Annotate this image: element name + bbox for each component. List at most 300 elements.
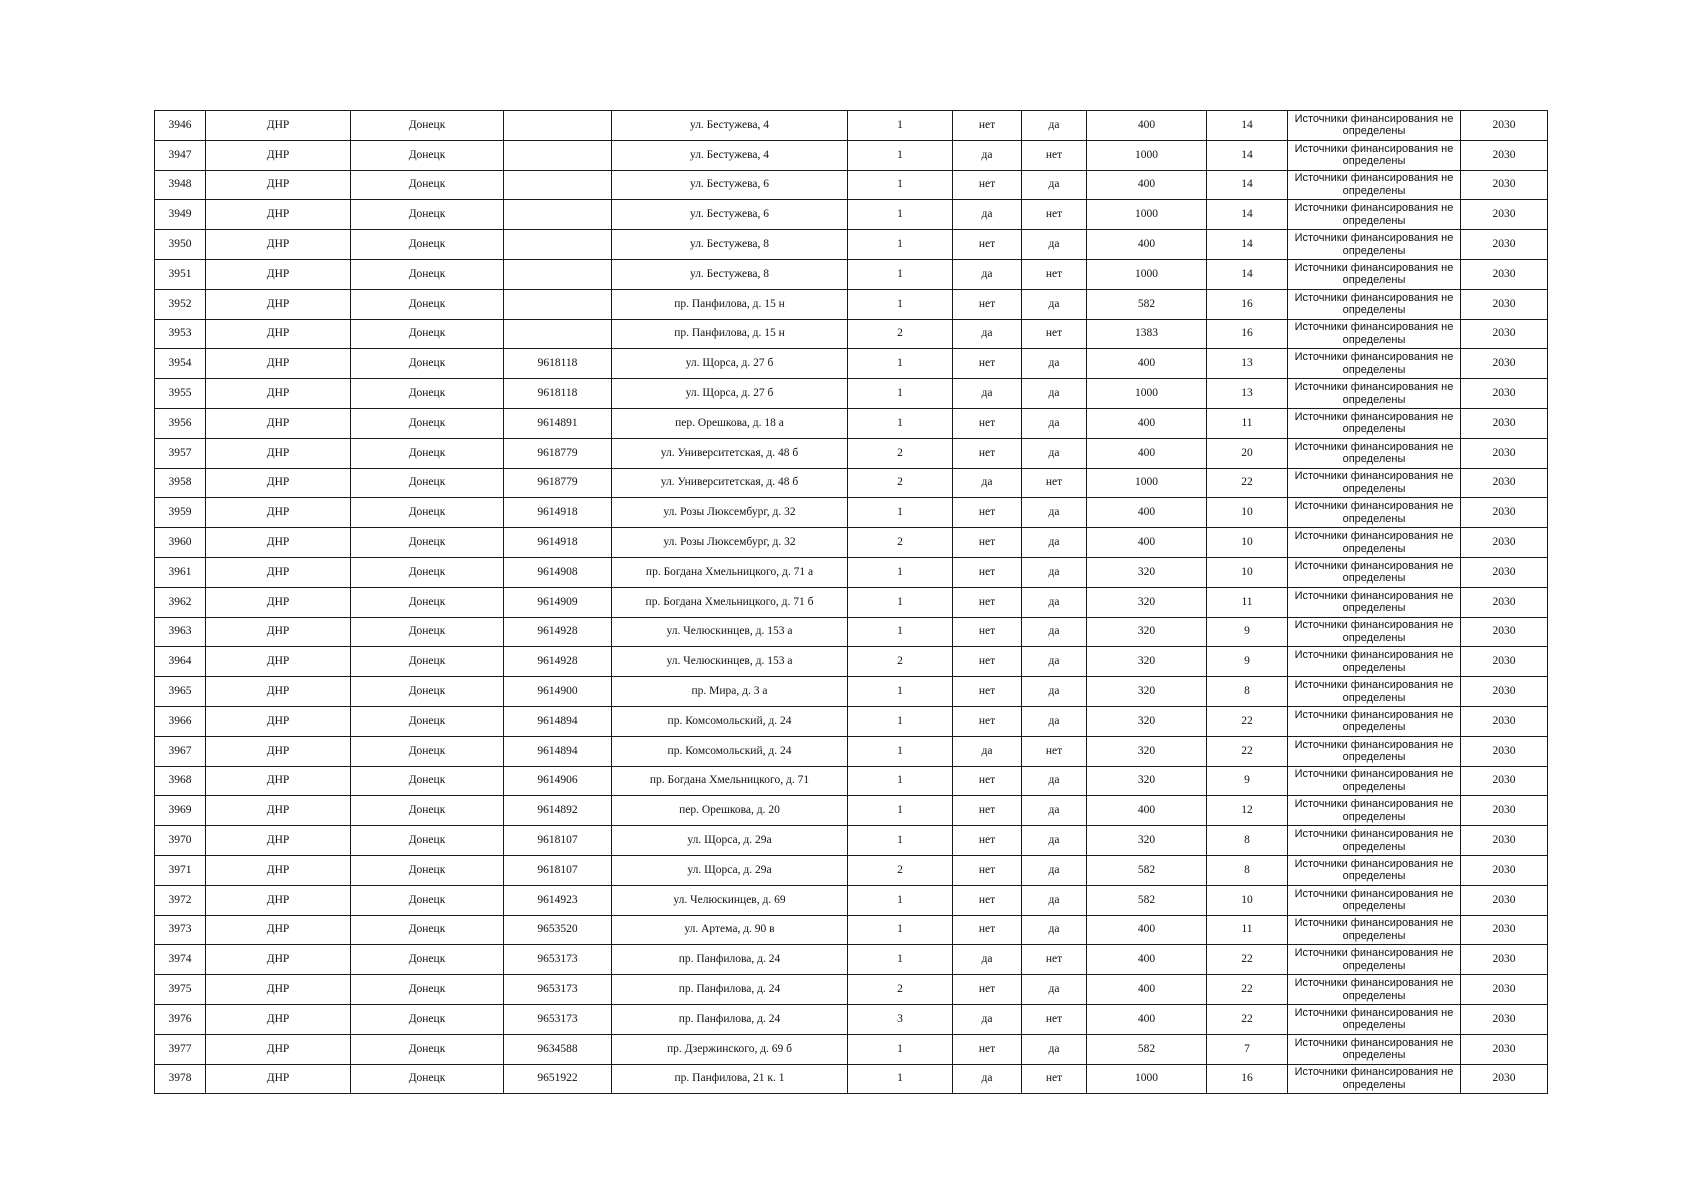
table-row: [155, 1064, 1548, 1094]
year-cell: 2030: [1461, 200, 1548, 230]
region-cell: ДНР: [206, 498, 351, 528]
city-cell: Донецк: [351, 855, 504, 885]
code-cell: 9614892: [504, 796, 612, 826]
year-cell: 2030: [1461, 170, 1548, 200]
flag-b-cell: да: [1022, 528, 1087, 558]
count-cell: 1: [848, 170, 953, 200]
city-cell: Донецк: [351, 826, 504, 856]
address-cell: пр. Мира, д. 3 а: [612, 677, 848, 707]
code-cell: 9618779: [504, 438, 612, 468]
region-cell: ДНР: [206, 200, 351, 230]
table-body: [155, 111, 1548, 1094]
flag-a-cell: да: [953, 379, 1022, 409]
year-cell: 2030: [1461, 855, 1548, 885]
address-cell: ул. Щорса, д. 27 б: [612, 379, 848, 409]
count-cell: 2: [848, 647, 953, 677]
value-cell: 22: [1207, 736, 1288, 766]
funding-source-cell: Источники финансирования не определены: [1288, 617, 1461, 647]
city-cell: Донецк: [351, 766, 504, 796]
flag-b-cell: да: [1022, 170, 1087, 200]
city-cell: Донецк: [351, 587, 504, 617]
flag-b-cell: да: [1022, 349, 1087, 379]
year-cell: 2030: [1461, 826, 1548, 856]
region-cell: ДНР: [206, 140, 351, 170]
amount-cell: 320: [1087, 826, 1207, 856]
flag-a-cell: нет: [953, 557, 1022, 587]
value-cell: 14: [1207, 259, 1288, 289]
row-number: 3976: [155, 1004, 206, 1034]
flag-b-cell: нет: [1022, 259, 1087, 289]
count-cell: 1: [848, 1064, 953, 1094]
table-row: [155, 408, 1548, 438]
code-cell: 9614928: [504, 647, 612, 677]
region-cell: ДНР: [206, 706, 351, 736]
row-number: 3948: [155, 170, 206, 200]
address-cell: пр. Богдана Хмельницкого, д. 71: [612, 766, 848, 796]
value-cell: 8: [1207, 677, 1288, 707]
amount-cell: 1000: [1087, 468, 1207, 498]
address-cell: ул. Щорса, д. 29а: [612, 826, 848, 856]
flag-b-cell: нет: [1022, 945, 1087, 975]
flag-b-cell: да: [1022, 915, 1087, 945]
count-cell: 2: [848, 438, 953, 468]
flag-b-cell: да: [1022, 885, 1087, 915]
value-cell: 12: [1207, 796, 1288, 826]
address-cell: ул. Розы Люксембург, д. 32: [612, 498, 848, 528]
address-cell: ул. Бестужева, 8: [612, 259, 848, 289]
code-cell: [504, 289, 612, 319]
flag-a-cell: нет: [953, 170, 1022, 200]
row-number: 3957: [155, 438, 206, 468]
code-cell: [504, 200, 612, 230]
address-cell: ул. Университетская, д. 48 б: [612, 438, 848, 468]
flag-a-cell: да: [953, 200, 1022, 230]
address-cell: пр. Комсомольский, д. 24: [612, 706, 848, 736]
code-cell: 9614909: [504, 587, 612, 617]
value-cell: 11: [1207, 587, 1288, 617]
count-cell: 1: [848, 349, 953, 379]
flag-a-cell: нет: [953, 617, 1022, 647]
count-cell: 1: [848, 736, 953, 766]
value-cell: 9: [1207, 617, 1288, 647]
city-cell: Донецк: [351, 230, 504, 260]
address-cell: пр. Комсомольский, д. 24: [612, 736, 848, 766]
year-cell: 2030: [1461, 319, 1548, 349]
address-cell: ул. Артема, д. 90 в: [612, 915, 848, 945]
value-cell: 11: [1207, 408, 1288, 438]
flag-a-cell: нет: [953, 975, 1022, 1005]
code-cell: 9614928: [504, 617, 612, 647]
row-number: 3947: [155, 140, 206, 170]
city-cell: Донецк: [351, 1004, 504, 1034]
table-row: [155, 945, 1548, 975]
flag-a-cell: нет: [953, 826, 1022, 856]
row-number: 3952: [155, 289, 206, 319]
code-cell: 9614894: [504, 706, 612, 736]
amount-cell: 582: [1087, 289, 1207, 319]
address-cell: ул. Бестужева, 6: [612, 200, 848, 230]
table-row: [155, 915, 1548, 945]
funding-source-cell: Источники финансирования не определены: [1288, 557, 1461, 587]
region-cell: ДНР: [206, 438, 351, 468]
region-cell: ДНР: [206, 528, 351, 558]
city-cell: Донецк: [351, 111, 504, 141]
year-cell: 2030: [1461, 468, 1548, 498]
funding-source-cell: Источники финансирования не определены: [1288, 498, 1461, 528]
count-cell: 1: [848, 885, 953, 915]
funding-source-cell: Источники финансирования не определены: [1288, 528, 1461, 558]
flag-a-cell: нет: [953, 349, 1022, 379]
address-cell: пр. Богдана Хмельницкого, д. 71 б: [612, 587, 848, 617]
code-cell: 9618118: [504, 379, 612, 409]
funding-source-cell: Источники финансирования не определены: [1288, 379, 1461, 409]
flag-a-cell: нет: [953, 498, 1022, 528]
year-cell: 2030: [1461, 796, 1548, 826]
table-row: [155, 379, 1548, 409]
code-cell: 9614906: [504, 766, 612, 796]
funding-source-cell: Источники финансирования не определены: [1288, 975, 1461, 1005]
count-cell: 1: [848, 259, 953, 289]
amount-cell: 400: [1087, 408, 1207, 438]
funding-source-cell: Источники финансирования не определены: [1288, 766, 1461, 796]
row-number: 3954: [155, 349, 206, 379]
amount-cell: 400: [1087, 1004, 1207, 1034]
funding-source-cell: Источники финансирования не определены: [1288, 111, 1461, 141]
city-cell: Донецк: [351, 170, 504, 200]
value-cell: 22: [1207, 706, 1288, 736]
row-number: 3968: [155, 766, 206, 796]
region-cell: ДНР: [206, 617, 351, 647]
flag-b-cell: нет: [1022, 736, 1087, 766]
city-cell: Донецк: [351, 140, 504, 170]
address-cell: ул. Челюскинцев, д. 69: [612, 885, 848, 915]
amount-cell: 400: [1087, 498, 1207, 528]
flag-a-cell: да: [953, 468, 1022, 498]
amount-cell: 400: [1087, 170, 1207, 200]
table-row: [155, 498, 1548, 528]
table-row: [155, 468, 1548, 498]
address-cell: пр. Панфилова, д. 15 н: [612, 319, 848, 349]
count-cell: 1: [848, 408, 953, 438]
year-cell: 2030: [1461, 140, 1548, 170]
row-number: 3966: [155, 706, 206, 736]
funding-source-cell: Источники финансирования не определены: [1288, 587, 1461, 617]
table-row: [155, 528, 1548, 558]
city-cell: Донецк: [351, 915, 504, 945]
amount-cell: 320: [1087, 677, 1207, 707]
year-cell: 2030: [1461, 617, 1548, 647]
flag-b-cell: да: [1022, 677, 1087, 707]
address-cell: ул. Университетская, д. 48 б: [612, 468, 848, 498]
city-cell: Донецк: [351, 1034, 504, 1064]
funding-source-cell: Источники финансирования не определены: [1288, 259, 1461, 289]
address-cell: ул. Розы Люксембург, д. 32: [612, 528, 848, 558]
address-cell: пр. Панфилова, д. 24: [612, 975, 848, 1005]
year-cell: 2030: [1461, 945, 1548, 975]
table-row: [155, 587, 1548, 617]
value-cell: 14: [1207, 200, 1288, 230]
flag-a-cell: нет: [953, 766, 1022, 796]
flag-a-cell: да: [953, 1064, 1022, 1094]
funding-source-cell: Источники финансирования не определены: [1288, 140, 1461, 170]
city-cell: Донецк: [351, 379, 504, 409]
city-cell: Донецк: [351, 796, 504, 826]
city-cell: Донецк: [351, 528, 504, 558]
value-cell: 8: [1207, 855, 1288, 885]
flag-b-cell: нет: [1022, 200, 1087, 230]
table-row: [155, 885, 1548, 915]
year-cell: 2030: [1461, 408, 1548, 438]
funding-source-cell: Источники финансирования не определены: [1288, 230, 1461, 260]
flag-b-cell: да: [1022, 379, 1087, 409]
city-cell: Донецк: [351, 498, 504, 528]
funding-source-cell: Источники финансирования не определены: [1288, 438, 1461, 468]
value-cell: 16: [1207, 289, 1288, 319]
year-cell: 2030: [1461, 975, 1548, 1005]
flag-b-cell: да: [1022, 855, 1087, 885]
count-cell: 1: [848, 140, 953, 170]
flag-b-cell: да: [1022, 587, 1087, 617]
table-row: [155, 349, 1548, 379]
region-cell: ДНР: [206, 945, 351, 975]
address-cell: пр. Богдана Хмельницкого, д. 71 а: [612, 557, 848, 587]
address-cell: ул. Бестужева, 6: [612, 170, 848, 200]
count-cell: 1: [848, 706, 953, 736]
funding-source-cell: Источники финансирования не определены: [1288, 915, 1461, 945]
code-cell: [504, 259, 612, 289]
count-cell: 1: [848, 557, 953, 587]
flag-b-cell: да: [1022, 706, 1087, 736]
region-cell: ДНР: [206, 1004, 351, 1034]
region-cell: ДНР: [206, 1064, 351, 1094]
address-cell: ул. Бестужева, 4: [612, 140, 848, 170]
year-cell: 2030: [1461, 736, 1548, 766]
code-cell: 9614918: [504, 498, 612, 528]
count-cell: 1: [848, 915, 953, 945]
row-number: 3949: [155, 200, 206, 230]
year-cell: 2030: [1461, 677, 1548, 707]
address-cell: пр. Панфилова, д. 24: [612, 1004, 848, 1034]
amount-cell: 400: [1087, 945, 1207, 975]
code-cell: 9653520: [504, 915, 612, 945]
code-cell: 9634588: [504, 1034, 612, 1064]
region-cell: ДНР: [206, 975, 351, 1005]
flag-b-cell: да: [1022, 230, 1087, 260]
value-cell: 14: [1207, 230, 1288, 260]
value-cell: 13: [1207, 379, 1288, 409]
flag-b-cell: да: [1022, 557, 1087, 587]
city-cell: Донецк: [351, 289, 504, 319]
value-cell: 16: [1207, 1064, 1288, 1094]
year-cell: 2030: [1461, 915, 1548, 945]
region-cell: ДНР: [206, 885, 351, 915]
table-row: [155, 438, 1548, 468]
flag-a-cell: нет: [953, 438, 1022, 468]
amount-cell: 1000: [1087, 379, 1207, 409]
value-cell: 20: [1207, 438, 1288, 468]
table-row: [155, 647, 1548, 677]
region-cell: ДНР: [206, 289, 351, 319]
amount-cell: 400: [1087, 915, 1207, 945]
amount-cell: 320: [1087, 706, 1207, 736]
flag-a-cell: да: [953, 140, 1022, 170]
row-number: 3977: [155, 1034, 206, 1064]
amount-cell: 1000: [1087, 200, 1207, 230]
flag-a-cell: нет: [953, 706, 1022, 736]
table-row: [155, 796, 1548, 826]
row-number: 3955: [155, 379, 206, 409]
region-cell: ДНР: [206, 766, 351, 796]
value-cell: 8: [1207, 826, 1288, 856]
code-cell: 9653173: [504, 945, 612, 975]
amount-cell: 320: [1087, 647, 1207, 677]
value-cell: 7: [1207, 1034, 1288, 1064]
amount-cell: 400: [1087, 438, 1207, 468]
row-number: 3974: [155, 945, 206, 975]
value-cell: 10: [1207, 498, 1288, 528]
flag-b-cell: нет: [1022, 1004, 1087, 1034]
code-cell: [504, 111, 612, 141]
region-cell: ДНР: [206, 855, 351, 885]
count-cell: 2: [848, 468, 953, 498]
count-cell: 1: [848, 379, 953, 409]
year-cell: 2030: [1461, 349, 1548, 379]
row-number: 3975: [155, 975, 206, 1005]
address-cell: пр. Панфилова, 21 к. 1: [612, 1064, 848, 1094]
flag-b-cell: да: [1022, 408, 1087, 438]
amount-cell: 320: [1087, 766, 1207, 796]
amount-cell: 582: [1087, 885, 1207, 915]
count-cell: 1: [848, 796, 953, 826]
region-cell: ДНР: [206, 111, 351, 141]
flag-b-cell: да: [1022, 111, 1087, 141]
city-cell: Донецк: [351, 200, 504, 230]
row-number: 3959: [155, 498, 206, 528]
row-number: 3961: [155, 557, 206, 587]
flag-a-cell: нет: [953, 1034, 1022, 1064]
region-cell: ДНР: [206, 468, 351, 498]
row-number: 3970: [155, 826, 206, 856]
flag-a-cell: да: [953, 259, 1022, 289]
count-cell: 3: [848, 1004, 953, 1034]
code-cell: 9618107: [504, 855, 612, 885]
year-cell: 2030: [1461, 766, 1548, 796]
amount-cell: 582: [1087, 1034, 1207, 1064]
table-row: [155, 170, 1548, 200]
amount-cell: 400: [1087, 230, 1207, 260]
code-cell: 9614923: [504, 885, 612, 915]
row-number: 3969: [155, 796, 206, 826]
city-cell: Донецк: [351, 1064, 504, 1094]
code-cell: [504, 170, 612, 200]
funding-source-cell: Источники финансирования не определены: [1288, 796, 1461, 826]
row-number: 3964: [155, 647, 206, 677]
region-cell: ДНР: [206, 587, 351, 617]
funding-source-cell: Источники финансирования не определены: [1288, 855, 1461, 885]
table-row: [155, 677, 1548, 707]
address-cell: ул. Бестужева, 4: [612, 111, 848, 141]
count-cell: 2: [848, 319, 953, 349]
funding-source-cell: Источники финансирования не определены: [1288, 1064, 1461, 1094]
city-cell: Донецк: [351, 468, 504, 498]
table-row: [155, 557, 1548, 587]
address-cell: пр. Панфилова, д. 15 н: [612, 289, 848, 319]
region-cell: ДНР: [206, 170, 351, 200]
funding-source-cell: Источники финансирования не определены: [1288, 170, 1461, 200]
flag-b-cell: да: [1022, 1034, 1087, 1064]
count-cell: 1: [848, 677, 953, 707]
value-cell: 10: [1207, 885, 1288, 915]
region-cell: ДНР: [206, 349, 351, 379]
value-cell: 22: [1207, 1004, 1288, 1034]
count-cell: 2: [848, 975, 953, 1005]
year-cell: 2030: [1461, 438, 1548, 468]
funding-source-cell: Источники финансирования не определены: [1288, 408, 1461, 438]
funding-source-cell: Источники финансирования не определены: [1288, 1004, 1461, 1034]
address-cell: пр. Панфилова, д. 24: [612, 945, 848, 975]
flag-a-cell: нет: [953, 408, 1022, 438]
code-cell: [504, 140, 612, 170]
count-cell: 1: [848, 766, 953, 796]
city-cell: Донецк: [351, 677, 504, 707]
region-cell: ДНР: [206, 796, 351, 826]
city-cell: Донецк: [351, 438, 504, 468]
code-cell: 9614918: [504, 528, 612, 558]
row-number: 3951: [155, 259, 206, 289]
amount-cell: 320: [1087, 736, 1207, 766]
code-cell: 9614891: [504, 408, 612, 438]
funding-source-cell: Источники финансирования не определены: [1288, 349, 1461, 379]
funding-source-cell: Источники финансирования не определены: [1288, 289, 1461, 319]
count-cell: 1: [848, 289, 953, 319]
flag-a-cell: нет: [953, 230, 1022, 260]
table-row: [155, 289, 1548, 319]
amount-cell: 320: [1087, 587, 1207, 617]
flag-b-cell: да: [1022, 438, 1087, 468]
value-cell: 22: [1207, 975, 1288, 1005]
year-cell: 2030: [1461, 498, 1548, 528]
value-cell: 16: [1207, 319, 1288, 349]
flag-b-cell: да: [1022, 647, 1087, 677]
year-cell: 2030: [1461, 1004, 1548, 1034]
flag-a-cell: нет: [953, 111, 1022, 141]
amount-cell: 400: [1087, 528, 1207, 558]
year-cell: 2030: [1461, 259, 1548, 289]
count-cell: 2: [848, 855, 953, 885]
table-row: [155, 706, 1548, 736]
funding-source-cell: Источники финансирования не определены: [1288, 677, 1461, 707]
amount-cell: 400: [1087, 975, 1207, 1005]
table-row: [155, 855, 1548, 885]
flag-b-cell: нет: [1022, 468, 1087, 498]
year-cell: 2030: [1461, 557, 1548, 587]
amount-cell: 400: [1087, 349, 1207, 379]
region-cell: ДНР: [206, 736, 351, 766]
address-cell: ул. Щорса, д. 29а: [612, 855, 848, 885]
value-cell: 9: [1207, 647, 1288, 677]
flag-b-cell: нет: [1022, 140, 1087, 170]
code-cell: 9618107: [504, 826, 612, 856]
row-number: 3965: [155, 677, 206, 707]
region-cell: ДНР: [206, 319, 351, 349]
row-number: 3950: [155, 230, 206, 260]
code-cell: 9653173: [504, 1004, 612, 1034]
table-row: [155, 230, 1548, 260]
address-cell: ул. Бестужева, 8: [612, 230, 848, 260]
table-row: [155, 826, 1548, 856]
table-row: [155, 111, 1548, 141]
code-cell: 9651922: [504, 1064, 612, 1094]
